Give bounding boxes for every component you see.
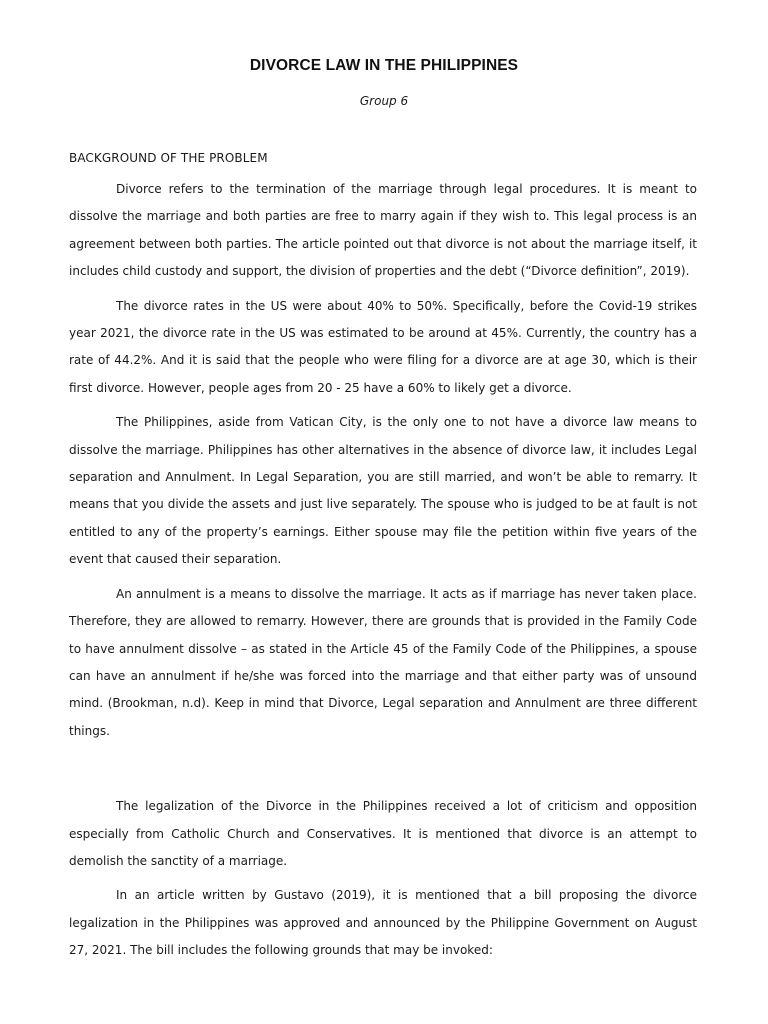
document-title: DIVORCE LAW IN THE PHILIPPINES bbox=[249, 57, 519, 74]
paragraph-annulment: An annulment is a means to dissolve the marriage. It acts as if marriage has never taken place. Therefore, they are allowed to remarry. However, there are grounds that is provided in the Family Code to have annulment dissolve – as stated in the Article 45 of the Family Code of the Philippines, a spouse can have an annulment if he/she was forced into the marriage and that either party was of unsound mind. (Brookman, n.d). Keep in mind that Divorce, Legal separation and Annulment are three different things. bbox=[69, 586, 697, 738]
paragraph-divorce-bill: In an article written by Gustavo (2019), it is mentioned that a bill proposing the divorce legalization in the Philippines was approved and announced by the Philippine Government on August 27, 2021. The bill includes the following grounds that may be invoked: bbox=[69, 888, 697, 958]
paragraph-criticism: The legalization of the Divorce in the Philippines received a lot of criticism and opposition especially from Catholic Church and Conservatives. It is mentioned that divorce is an attempt to demolish the sanctity of a marriage. bbox=[69, 799, 697, 868]
document-subtitle: Group 6 bbox=[359, 94, 409, 108]
document-body bbox=[69, 176, 697, 972]
paragraph-us-divorce-rates: The divorce rates in the US were about 40% to 50%. Specifically, before the Covid-19 strikes year 2021, the divorce rate in the US was estimated to be around at 45%. Currently, the country has a rate of 44.2%. And it is said that the people who were filing for a divorce are at age 30, which is their first divorce. However, people ages from 20 - 25 have a 60% to likely get a divorce. bbox=[69, 298, 697, 395]
paragraph-divorce-definition: Divorce refers to the termination of the marriage through legal procedures. It is meant to dissolve the marriage and both parties are free to marry again if they wish to. This legal process is an agreement between both parties. The article pointed out that divorce is not about the marriage itself, it includes child custody and support, the division of properties and the debt (“Divorce definition”, 2019). bbox=[69, 182, 697, 279]
paragraph-philippines-alternatives: The Philippines, aside from Vatican City, is the only one to not have a divorce law means to dissolve the marriage. Philippines has other alternatives in the absence of divorce law, it includes Legal separation and Annulment. In Legal Separation, you are still married, and won’t be able to remarry. It means that you divide the assets and just live separately. The spouse who is judged to be at fault is not entitled to any of the property’s earnings. Either spouse may file the petition within five years of the event that caused their separation. bbox=[69, 415, 697, 567]
section-heading: BACKGROUND OF THE PROBLEM bbox=[69, 151, 268, 165]
